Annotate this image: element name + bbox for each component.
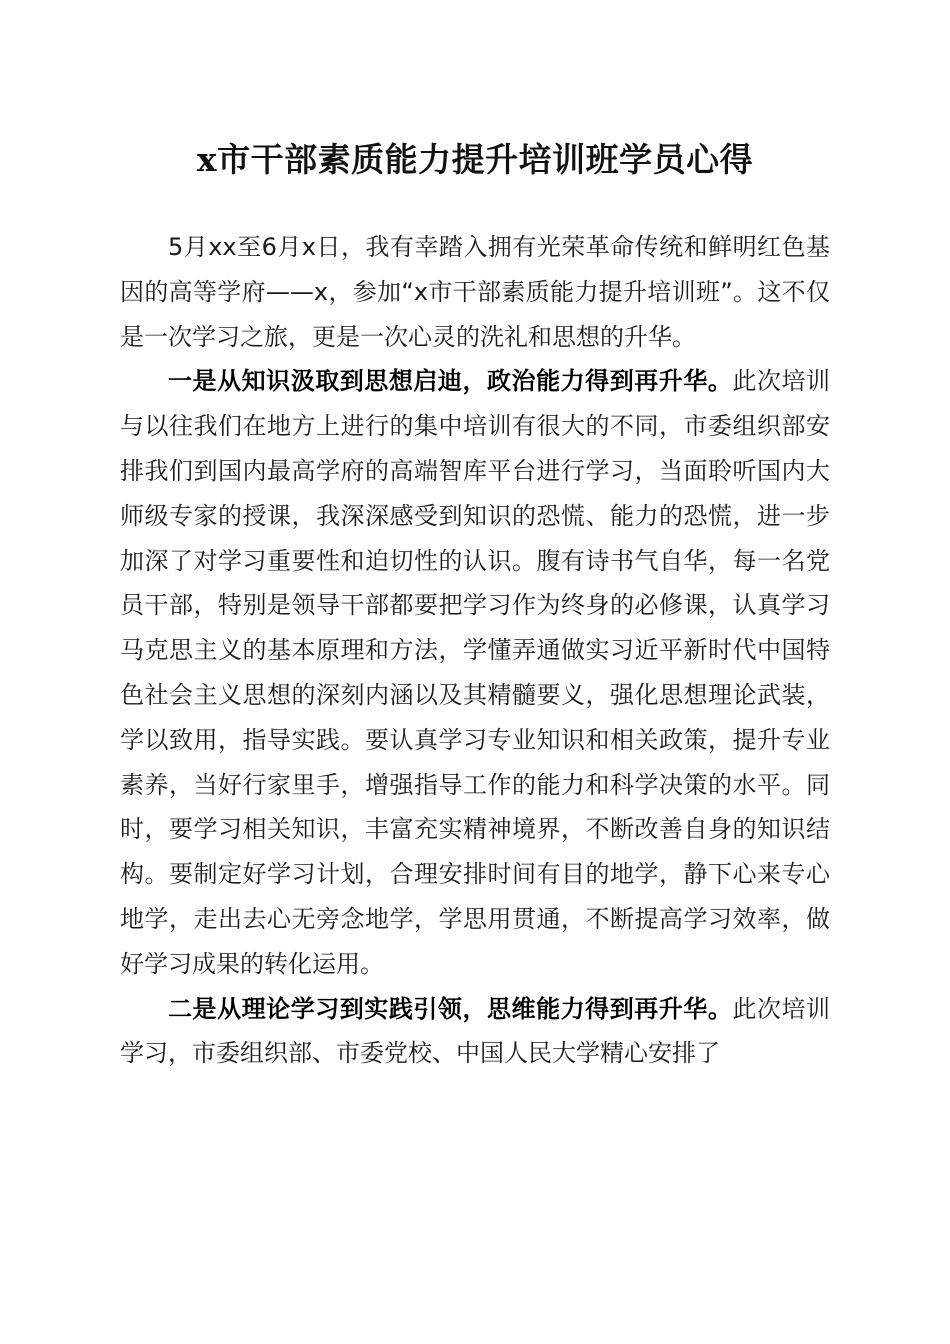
paragraph-text: 5月xx至6月x日，我有幸踏入拥有光荣革命传统和鲜明红色基因的高等学府——x，参加“x市干部素质能力提升培训班”。这不仅是一次学习之旅，更是一次心灵的洗礼和思想的升华。	[120, 233, 830, 351]
section-one-paragraph	[120, 359, 830, 986]
intro-paragraph	[120, 225, 830, 359]
document-body	[120, 225, 830, 1076]
section-heading: 一是从知识汲取到思想启迪，政治能力得到再升华。	[168, 367, 733, 396]
document-title: x市干部素质能力提升培训班学员心得	[196, 140, 754, 179]
section-heading: 二是从理论学习到实践引领，思维能力得到再升华。	[168, 994, 733, 1023]
paragraph-text: 此次培训学习，市委组织部、市委党校、中国人民大学精心安排了	[120, 994, 831, 1068]
paragraph-text: 此次培训与以往我们在地方上进行的集中培训有很大的不同，市委组织部安排我们到国内最高学府的高端智库平台进行学习，当面聆听国内大师级专家的授课，我深深感受到知识的恐慌、能力的恐慌，进一步加深了对学习重要性和迫切性的认识。腹有诗书气自华，每一名党员干部，特别是领导干部都要把学习作为终身的必修课，认真学习马克思主义的基本原理和方法，学懂弄通做实习近平新时代中国特色社会主义思想的深刻内涵以及其精髓要义，强化思想理论武装，学以致用，指导实践。要认真学习专业知识和相关政策，提升专业素养，当好行家里手，增强指导工作的能力和科学决策的水平。同时，要学习相关知识，丰富充实精神境界，不断改善自身的知识结构。要制定好学习计划，合理安排时间有目的地学，静下心来专心地学，走出去心无旁念地学，学思用贯通，不断提高学习效率，做好学习成果的转化运用。	[120, 367, 831, 978]
section-two-paragraph	[120, 987, 830, 1077]
